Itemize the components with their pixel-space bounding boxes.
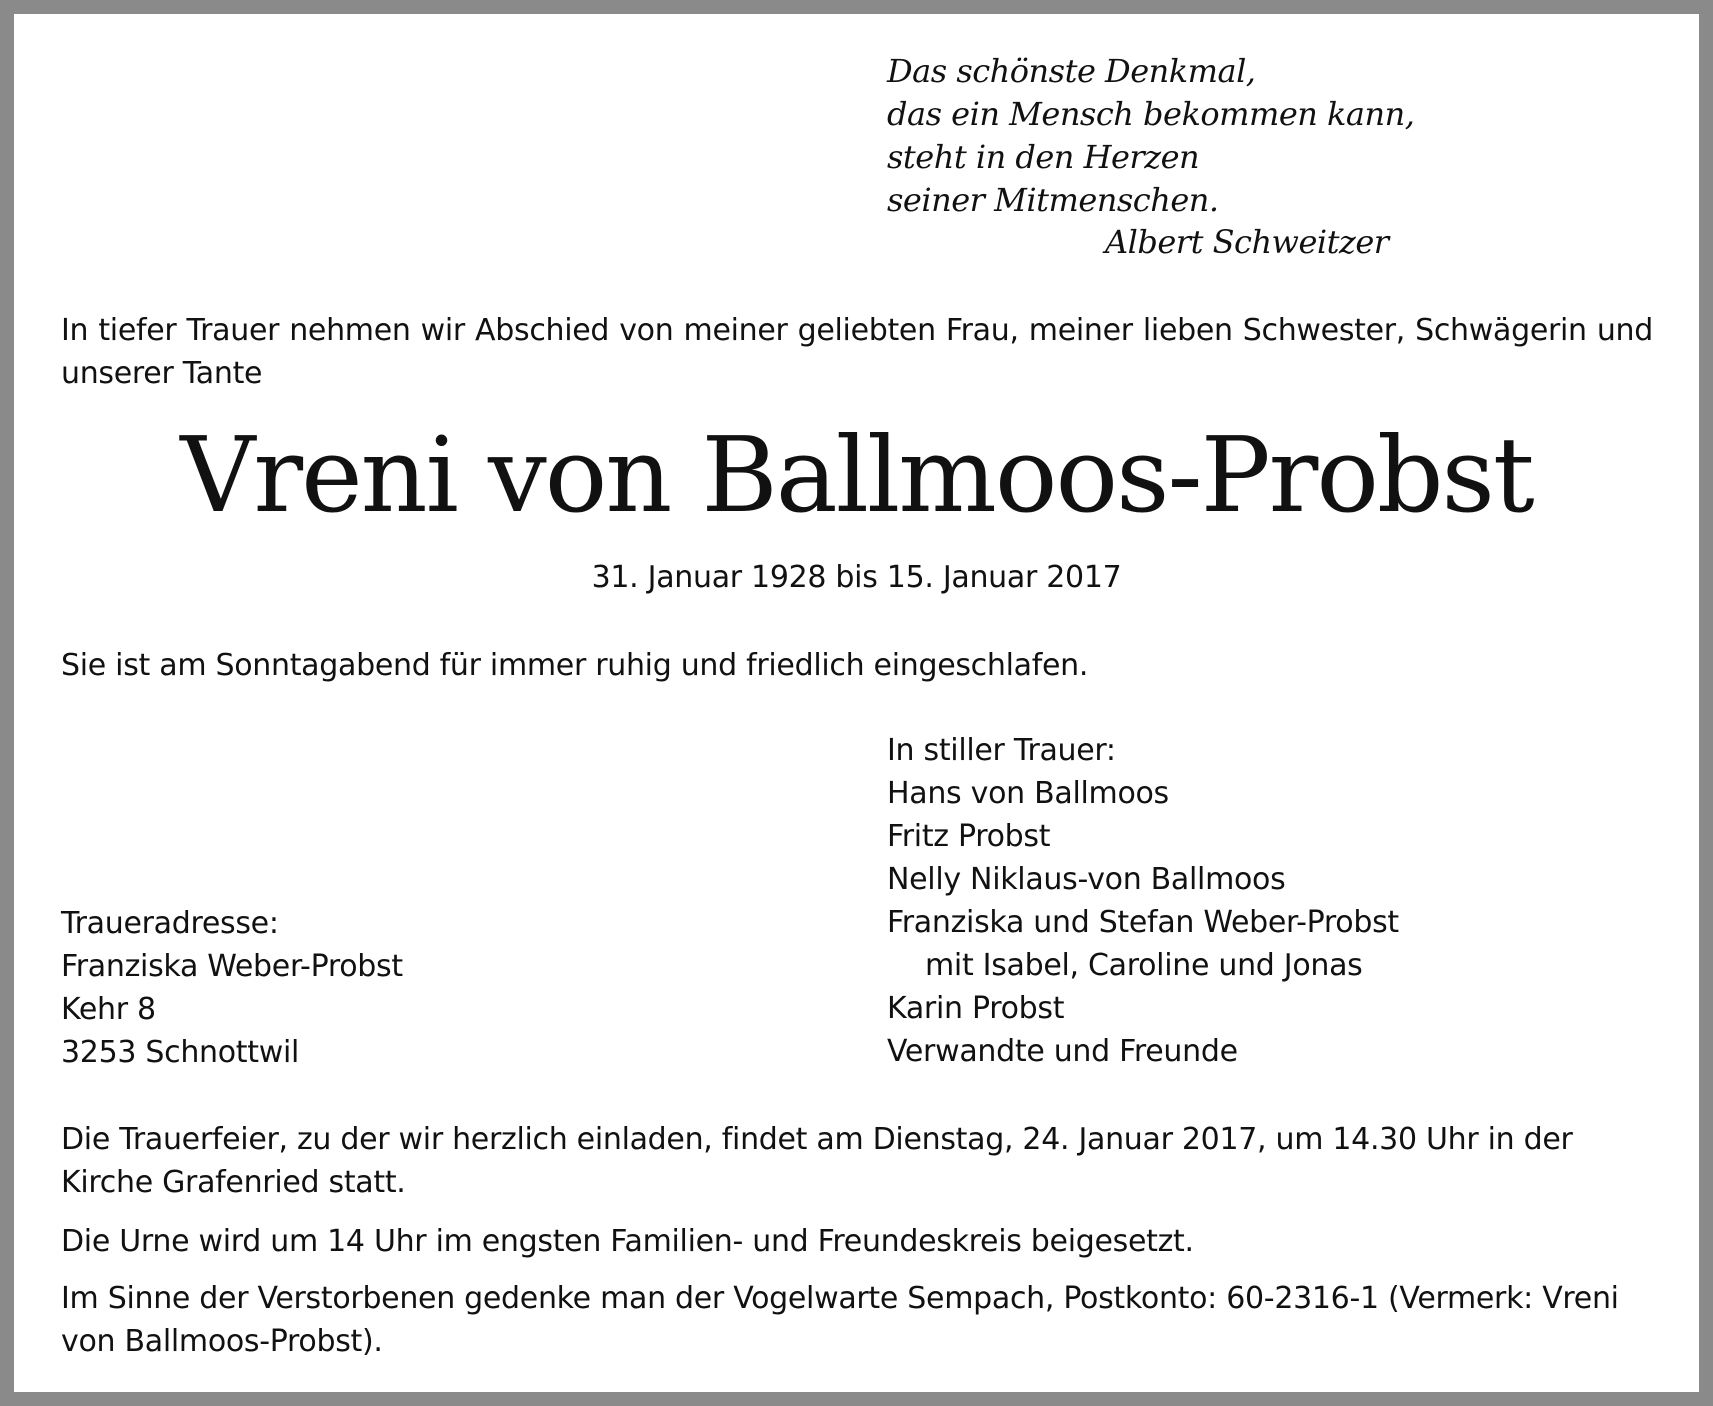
mourner-name: mit Isabel, Caroline und Jonas — [925, 948, 1363, 983]
quote-line: seiner Mitmenschen. — [887, 181, 1219, 219]
address-heading: Traueradresse: — [61, 906, 279, 941]
mourner-name: Verwandte und Freunde — [887, 1034, 1238, 1069]
urn-info: Die Urne wird um 14 Uhr im engsten Familien- und Freundeskreis beigesetzt. — [61, 1224, 1194, 1259]
quote-line: Das schönste Denkmal, — [887, 52, 1256, 90]
quote-line: steht in den Herzen — [887, 138, 1200, 176]
intro-text: In tiefer Trauer nehmen wir Abschied von meiner geliebten Frau, meiner lieben Schwester, Schwägerin und unserer Tante — [61, 313, 1653, 391]
quote — [887, 50, 1414, 222]
funeral-info: Die Trauerfeier, zu der wir herzlich einladen, findet am Dienstag, 24. Januar 2017, um 14.30 Uhr in der Kirche Grafenried statt. — [61, 1122, 1573, 1200]
life-dates: 31. Januar 1928 bis 15. Januar 2017 — [591, 560, 1122, 595]
mourners-heading: In stiller Trauer: — [887, 733, 1116, 768]
mourner-name: Nelly Niklaus-von Ballmoos — [887, 862, 1286, 897]
donation-info: Im Sinne der Verstorbenen gedenke man der Vogelwarte Sempach, Postkonto: 60-2316-1 (Vermerk: Vreni von Ballmoos-Probst). — [61, 1281, 1619, 1359]
deceased-name: Vreni von Ballmoos-Probst — [180, 414, 1533, 536]
quote-line: das ein Mensch bekommen kann, — [887, 95, 1415, 133]
mourner-name: Franziska und Stefan Weber-Probst — [887, 905, 1399, 940]
mourners-list — [887, 729, 1399, 1073]
mourning-address — [61, 902, 403, 1074]
mourner-name: Fritz Probst — [887, 819, 1051, 854]
address-line: Kehr 8 — [61, 992, 156, 1027]
passing-text: Sie ist am Sonntagabend für immer ruhig und friedlich eingeschlafen. — [61, 648, 1089, 683]
quote-author: Albert Schweitzer — [1105, 223, 1389, 261]
mourner-name: Karin Probst — [887, 991, 1065, 1026]
address-line: Franziska Weber-Probst — [61, 949, 403, 984]
address-line: 3253 Schnottwil — [61, 1035, 300, 1070]
mourner-name: Hans von Ballmoos — [887, 776, 1169, 811]
